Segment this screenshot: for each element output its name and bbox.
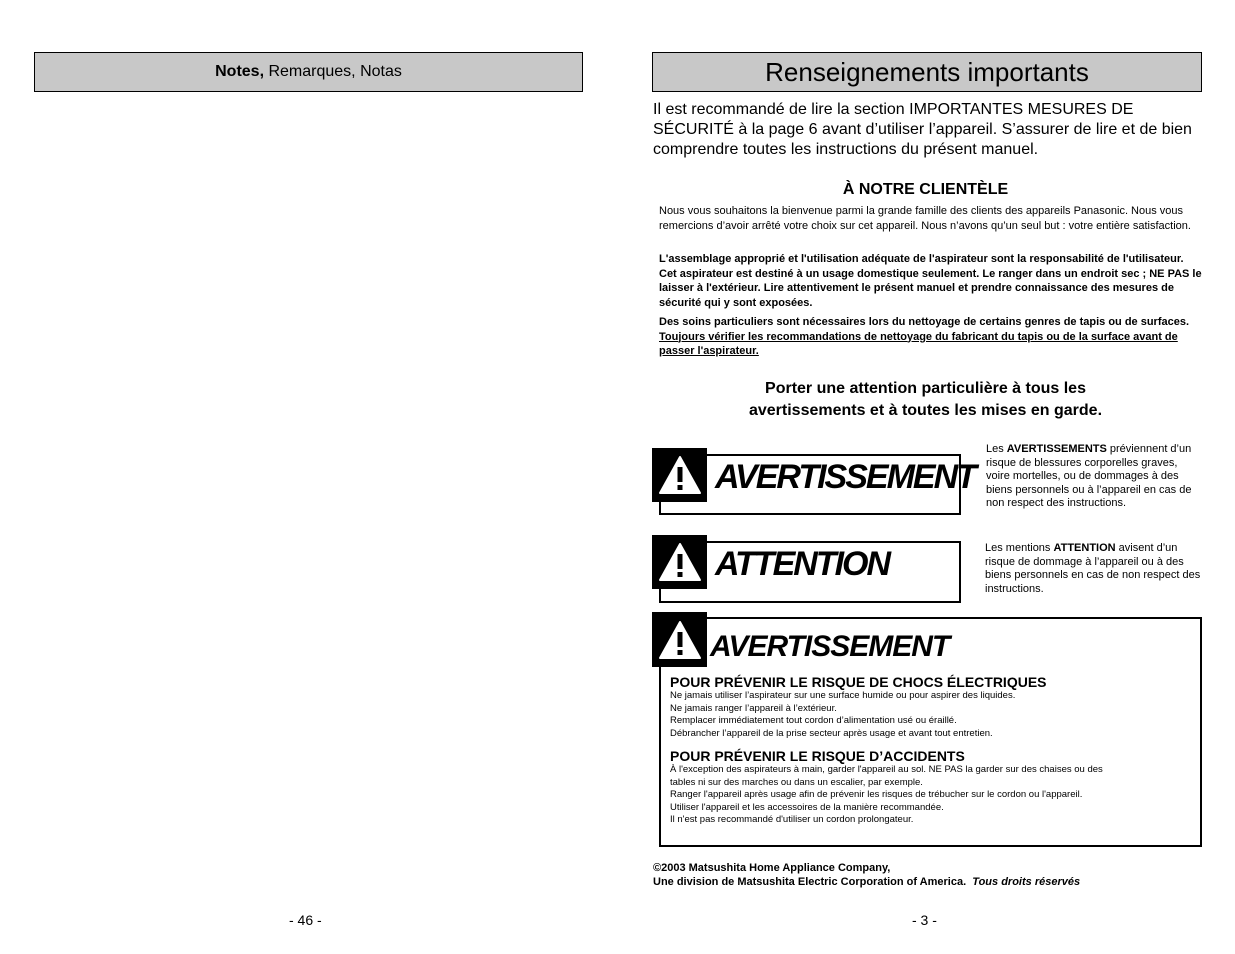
- accident-line: À l'exception des aspirateurs à main, garder l'appareil au sol. NE PAS la garder sur des chaises ou des: [670, 764, 1103, 775]
- signal-warning-word: AVERTISSEMENT: [715, 458, 975, 496]
- warning-triangle-icon: [652, 448, 707, 502]
- notes-header: [34, 52, 583, 92]
- client-paragraph-3: [659, 315, 1204, 359]
- warning-triangle-icon: [652, 535, 707, 589]
- signal-warning-desc-pre: Les: [986, 443, 1007, 455]
- signal-caution-desc-pre: Les mentions: [985, 542, 1054, 554]
- accident-line: Ranger l'appareil après usage afin de prévenir les risques de trébucher sur le cordon ou l'appareil.: [670, 789, 1083, 800]
- shock-line: Remplacer immédiatement tout cordon d’alimentation usé ou éraillé.: [670, 715, 957, 726]
- notes-header-bold: Notes,: [215, 63, 265, 80]
- intro-paragraph: Il est recommandé de lire la section IMPORTANTES MESURES DE SÉCURITÉ à la page 6 avant d’utiliser l’appareil. S’assurer de lire et de bien comprendre toutes les instructions du présent manuel.: [653, 101, 1192, 158]
- accident-line: tables ni sur des marches ou dans un escalier, par exemple.: [670, 776, 923, 788]
- signal-warning-desc-bold: AVERTISSEMENTS: [1006, 443, 1107, 455]
- client-section-title: À NOTRE CLIENTÈLE: [842, 181, 1009, 198]
- accident-section-heading: POUR PRÉVENIR LE RISQUE D’ACCIDENTS: [670, 748, 965, 764]
- accident-line: Utiliser l'appareil et les accessoires de la manière recommandée.: [670, 801, 944, 813]
- attention-heading-line-1: Porter une attention particulière à tous les: [765, 380, 1086, 397]
- copyright-notice: [653, 861, 1080, 889]
- warning-box-title: AVERTISSEMENT: [710, 630, 950, 663]
- signal-caution-desc-post: avisent d’un risque de dommage à l’appareil ou à des biens personnels en cas de non respect des instructions.: [985, 542, 1201, 595]
- copyright-line-2: [653, 875, 1080, 889]
- attention-heading: [653, 378, 1198, 422]
- client-paragraph-3-underlined: Toujours vérifier les recommandations de nettoyage du fabricant du tapis ou de la surface avant de passer l'aspirateur.: [659, 330, 1178, 357]
- signal-caution-desc-bold: ATTENTION: [1053, 542, 1116, 554]
- shock-section-heading: POUR PRÉVENIR LE RISQUE DE CHOCS ÉLECTRIQUES: [670, 674, 1047, 690]
- signal-warning-description: [986, 443, 1201, 511]
- left-page-number: - 46 -: [289, 912, 322, 928]
- right-page-number: - 3 -: [912, 912, 937, 928]
- warning-box-content: [670, 674, 1195, 827]
- attention-heading-line-2: avertissements et à toutes les mises en garde.: [748, 402, 1103, 419]
- client-paragraph-2: L'assemblage approprié et l'utilisation adéquate de l'aspirateur sont la responsabilité de l'utilisateur. Cet aspirateur est destiné à un usage domestique seulement. Le ranger dans un endroit sec ; NE PAS le laisser à l'extérieur. Lire attentivement le présent manuel et prendre connaissance des mesures de sécurité qui y sont exposées.: [659, 253, 1202, 309]
- shock-line: Ne jamais ranger l’appareil à l’extérieur.: [670, 702, 837, 714]
- copyright-line-2-text: Une division de Matsushita Electric Corporation of America.: [653, 876, 967, 888]
- signal-caution-label: [652, 535, 962, 604]
- signal-warning-desc-post: préviennent d’un risque de blessures corporelles graves, voire mortelles, ou de dommages à des biens personnels ou à l’appareil en cas de non respect des instructions.: [986, 443, 1192, 509]
- client-paragraph-3-plain: Des soins particuliers sont nécessaires lors du nettoyage de certains genres de tapis ou de surfaces.: [659, 316, 1190, 328]
- signal-caution-word: ATTENTION: [715, 545, 890, 583]
- notes-header-rest: Remarques, Notas: [264, 63, 402, 80]
- copyright-rights: Tous droits réservés: [972, 876, 1081, 888]
- shock-line: Ne jamais utiliser l’aspirateur sur une surface humide ou pour aspirer des liquides.: [670, 690, 1016, 701]
- accident-line: Il n'est pas recommandé d'utiliser un cordon prolongateur.: [670, 814, 914, 825]
- signal-warning-label: [652, 448, 975, 516]
- signal-caution-description: [985, 542, 1201, 596]
- copyright-line-1: ©2003 Matsushita Home Appliance Company,: [653, 862, 891, 874]
- warning-triangle-icon: [652, 612, 707, 667]
- page-title: Renseignements importants: [652, 52, 1202, 92]
- client-paragraph-1: Nous vous souhaitons la bienvenue parmi la grande famille des clients des appareils Panasonic. Nous vous remercions d’avoir arrêté votre choix sur cet appareil. Nous n’avons qu’un seul but : votre entière satisfaction.: [659, 205, 1191, 232]
- shock-line: Débrancher l’appareil de la prise secteur après usage et avant tout entretien.: [670, 727, 993, 739]
